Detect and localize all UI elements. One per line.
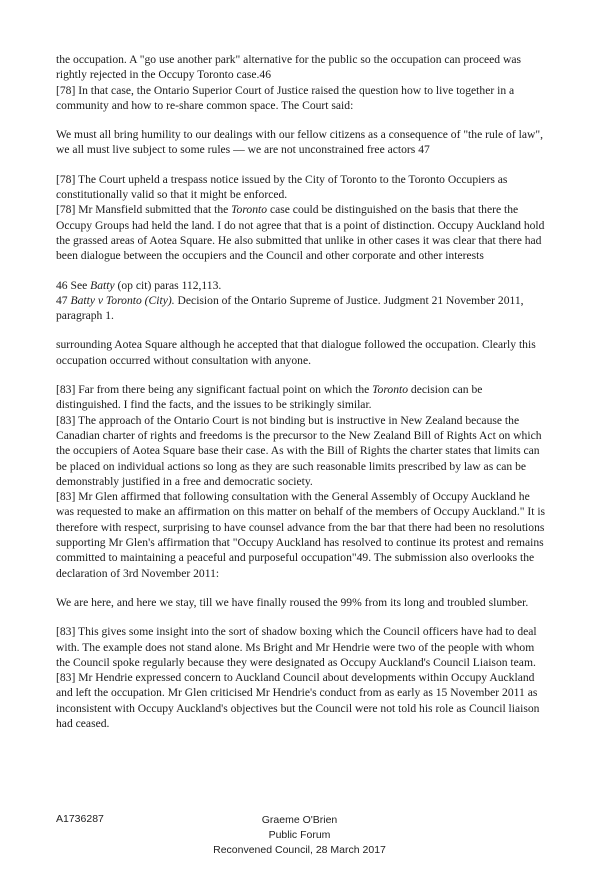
case-name-italic: Batty xyxy=(90,278,115,292)
quote-rule-of-law: We must all bring humility to our dealings with our fellow citizens as a consequence of "the rule of law", we all must live subject to some rules — we are not unconstrained free actors 47 xyxy=(56,128,543,157)
paragraph-83-factual-point: [83] Far from there being any significant factual point on which the Toronto decision can be distinguished. I find the facts, and the issues to be strikingly similar. xyxy=(56,383,483,412)
footer xyxy=(0,813,599,859)
paragraph-83-mr-hendrie: [83] Mr Hendrie expressed concern to Auckland Council about developments within Occupy Auckland and left the occupation. Mr Glen criticised Mr Hendrie's conduct from as early as 15 November 2011 as inconsistent with Occupy Auckland's objectives but the Council were not told his role as Council liaison had ceased. xyxy=(56,671,540,730)
case-name-italic: Toronto xyxy=(231,203,268,217)
case-name-italic: Toronto xyxy=(372,383,409,397)
footer-author: Graeme O'Brien xyxy=(261,814,338,826)
case-name-italic: Batty v Toronto (City). xyxy=(70,293,175,307)
paragraph-83-mr-glen: [83] Mr Glen affirmed that following consultation with the General Assembly of Occupy Auckland he was requested to make an affirmation on this matter on behalf of the members of Occupy Auckland." It is therefore with respect, surprising to have counsel advance from the bar that there had been no resolutions supporting Mr Glen's affirmation that "Occupy Auckland has resolved to continue its protest and remains committed to maintaining a peaceful and purposeful occupation"49. The submission also overlooks the declaration of 3rd November 2011: xyxy=(56,490,546,580)
footer-doc-id: A1736287 xyxy=(56,813,104,825)
paragraph-78-court-question: [78] In that case, the Ontario Superior Court of Justice raised the question how to live together in a community and how to re-share common space. The Court said: xyxy=(56,83,515,112)
footnote-46: 46 See Batty (op cit) paras 112,113. xyxy=(56,278,222,292)
paragraph-dialogue-aotea: surrounding Aotea Square although he accepted that that dialogue followed the occupation. Clearly this occupation occurred without consultation with anyone. xyxy=(56,338,536,367)
paragraph-78-mansfield-submission: [78] Mr Mansfield submitted that the Toronto case could be distinguished on the basis that there the Occupy Groups had held the land. I do not agree that that is a point of distinction. Occupy Auckland hold the grassed areas of Aotea Square. He also submitted that unlike in other cases it was clear that there had been dialogue between the occupiers and the Council and other corporate and other interests xyxy=(56,203,545,263)
document-body xyxy=(56,52,546,731)
footer-section: Public Forum xyxy=(268,829,331,842)
footnote-47: 47 Batty v Toronto (City). Decision of the Ontario Supreme of Justice. Judgment 21 November 2011, paragraph 1. xyxy=(56,293,524,323)
quote-declaration: We are here, and here we stay, till we have finally roused the 99% from its long and troubled slumber. xyxy=(56,595,529,609)
paragraph-78-trespass-notice: [78] The Court upheld a trespass notice issued by the City of Toronto to the Toronto Occupiers as constitutionally valid so that it might be enforced. xyxy=(56,172,508,202)
paragraph-83-shadow-boxing: [83] This gives some insight into the sort of shadow boxing which the Council officers have had to deal with. The example does not stand alone. Ms Bright and Mr Hendrie were two of the people with whom the Council spoke regularly because they were designated as Occupy Auckland's Council Liaison team. xyxy=(56,625,537,669)
footer-meeting: Reconvened Council, 28 March 2017 xyxy=(213,844,386,857)
paragraph-83-ontario-court: [83] The approach of the Ontario Court is not binding but is instructive in New Zealand because the Canadian charter of rights and freedoms is the precursor to the New Zealand Bill of Rights Act on which the occupiers of Aotea Square base their case. As with the Bill of Rights the charter states that limits can be placed on individual actions so long as they are such reasonable limits prescribed by law as can be demonstrably justified in a free and democratic society. xyxy=(56,413,542,488)
paragraph-occupation-continued: the occupation. A "go use another park" alternative for the public so the occupation can proceed was rightly rejected in the Occupy Toronto case.46 xyxy=(56,53,522,82)
